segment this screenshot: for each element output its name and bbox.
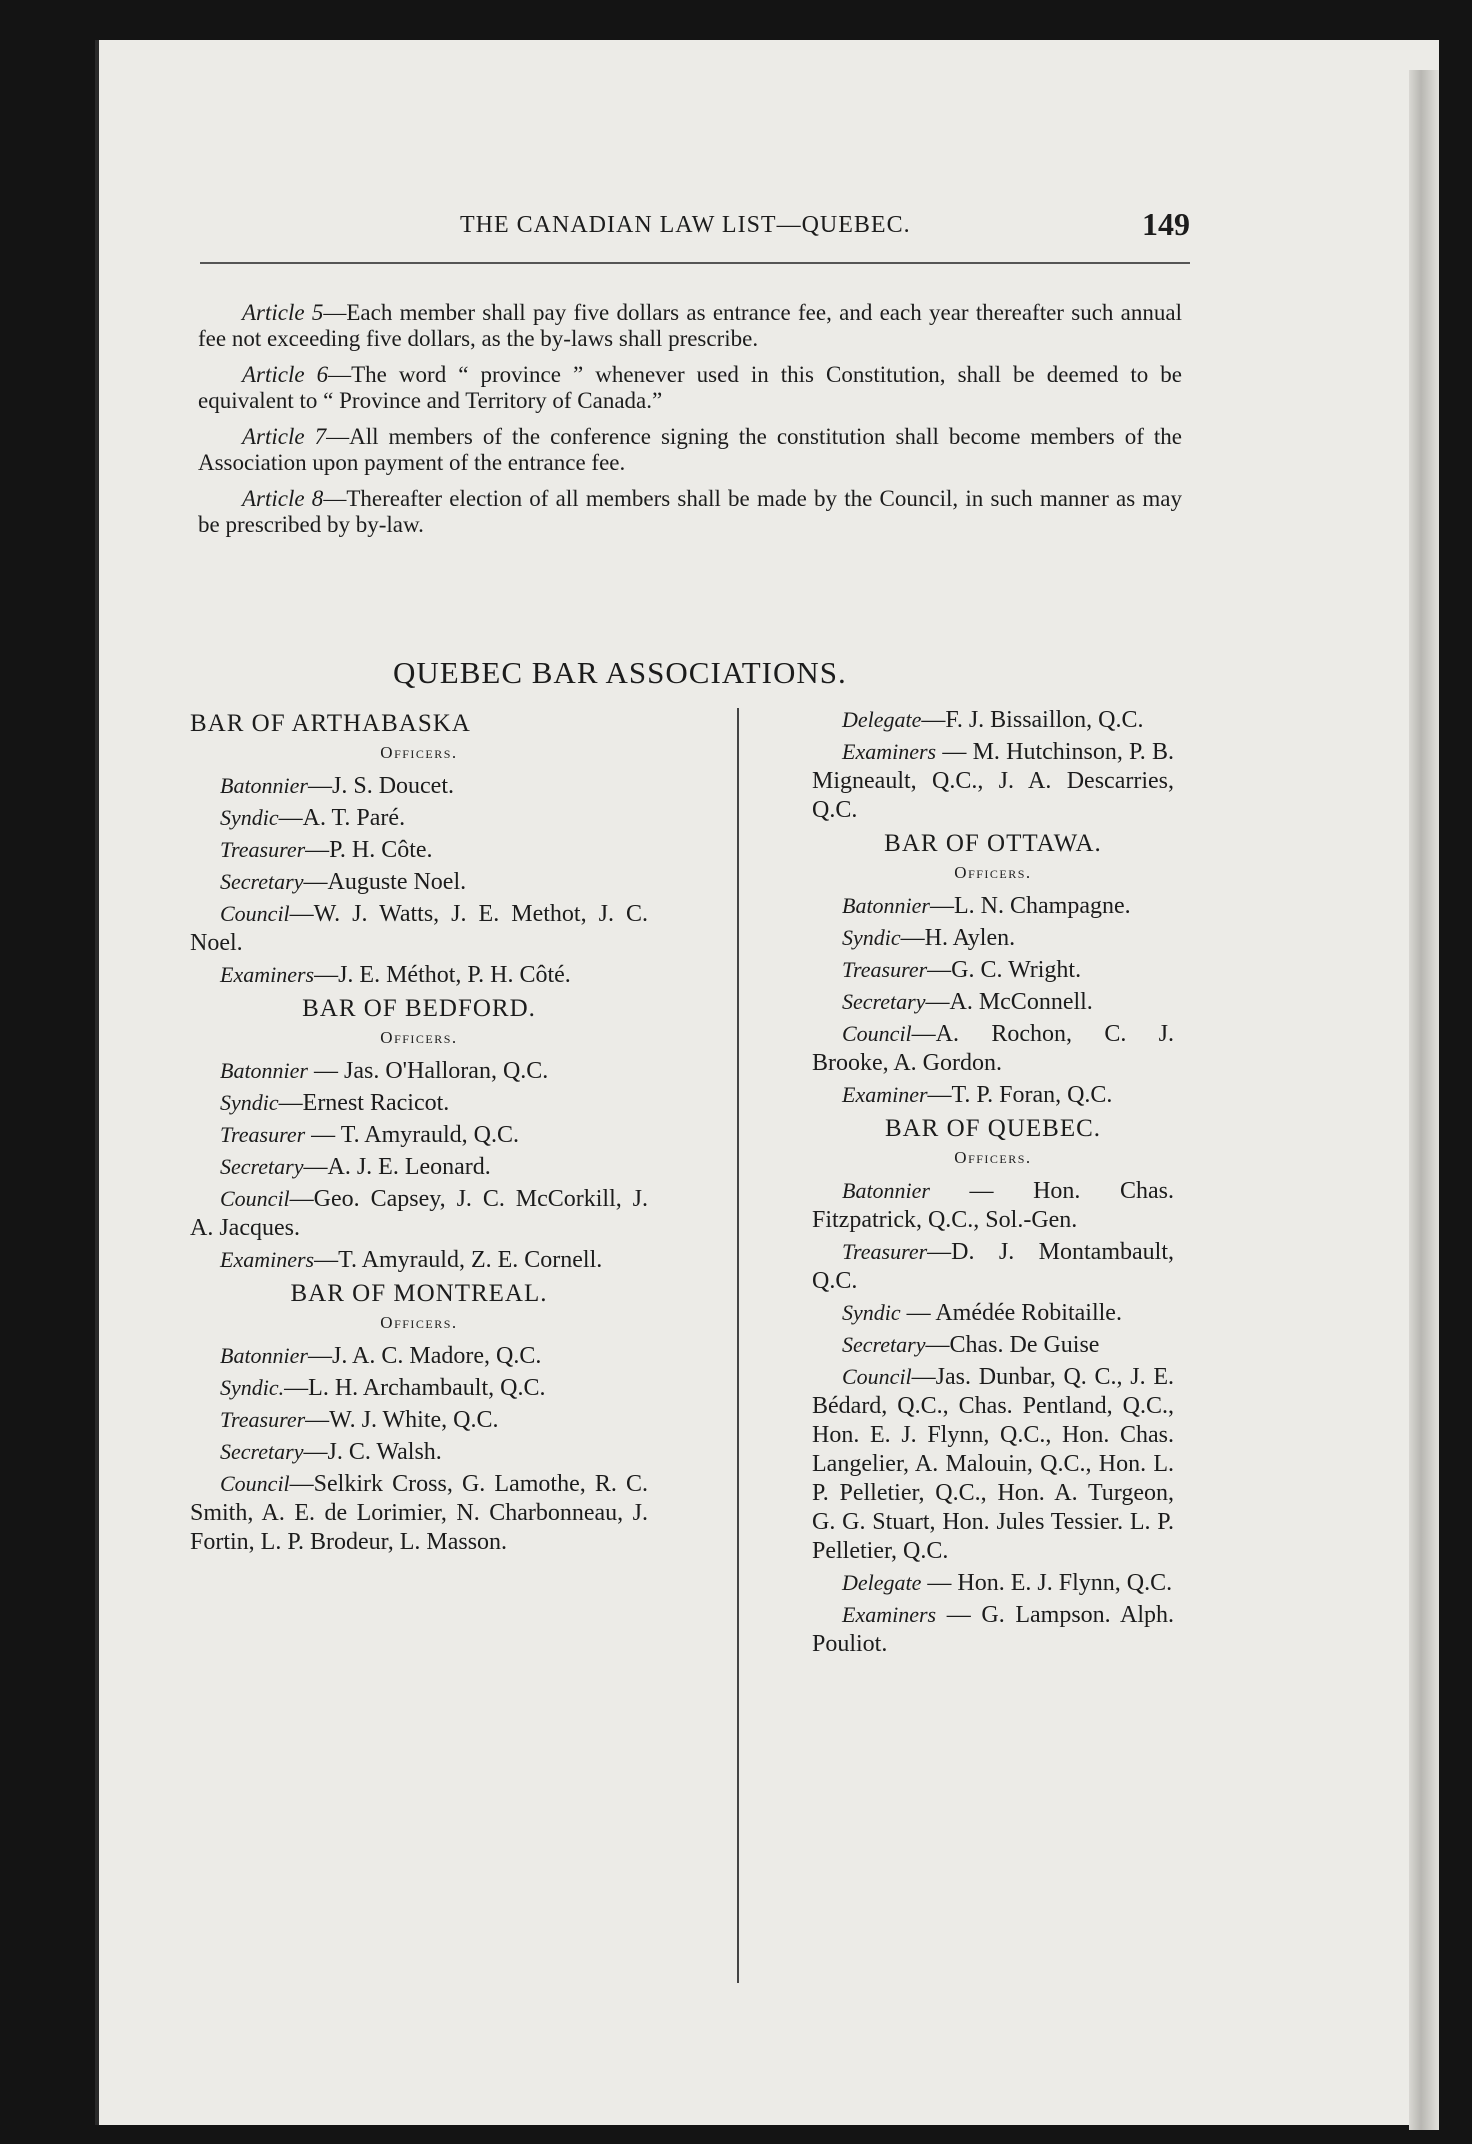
column-divider <box>737 708 739 1983</box>
bar-name: BAR OF ARTHABASKA <box>190 710 471 737</box>
section-title: QUEBEC BAR ASSOCIATIONS. <box>393 655 847 690</box>
officer-role: Syndic <box>220 1090 279 1115</box>
officers-heading: Officers. <box>380 1028 458 1047</box>
officer-names: —A. Rochon, C. J. Brooke, A. Gordon. <box>812 1021 1174 1076</box>
article-paragraph <box>198 300 1182 352</box>
officer-names: —T. P. Foran, Q.C. <box>927 1082 1113 1108</box>
header-rule <box>200 262 1190 264</box>
officer-role: Council <box>220 1186 290 1211</box>
officer-role: Treasurer <box>220 1407 306 1432</box>
officer-role: Examiner <box>842 1082 928 1107</box>
officer-role: Examiners <box>220 962 315 987</box>
officer-role: Delegate <box>842 1570 922 1595</box>
officer-entry <box>812 737 1174 825</box>
officer-names: —Geo. Capsey, J. C. McCorkill, J. A. Jacques. <box>190 1186 648 1241</box>
article-label: Article 7 <box>242 424 327 449</box>
officer-entry <box>190 867 648 897</box>
officer-entry <box>812 1080 1174 1110</box>
officer-names: —F. J. Bissaillon, Q.C. <box>921 707 1144 733</box>
officer-names: —L. N. Champagne. <box>930 893 1131 919</box>
officer-role: Treasurer <box>220 1122 306 1147</box>
officer-entry <box>190 1152 648 1182</box>
officer-entry <box>190 1120 648 1150</box>
officer-role: Examiners <box>220 1247 315 1272</box>
officer-role: Council <box>842 1364 912 1389</box>
officer-names: —T. Amyrauld, Z. E. Cornell. <box>314 1247 603 1273</box>
officer-role: Treasurer <box>842 1239 928 1264</box>
officer-entry <box>812 1600 1174 1659</box>
officer-role: Examiners <box>842 739 937 764</box>
bar-montreal <box>190 1279 648 1557</box>
officer-entry <box>812 891 1174 921</box>
officer-role: Delegate <box>842 707 922 732</box>
officer-role: Batonnier <box>842 893 930 918</box>
officer-names: — G. Lampson. Alph. Pouliot. <box>812 1602 1174 1657</box>
article-label: Article 8 <box>242 486 324 511</box>
officer-role: Syndic <box>220 805 279 830</box>
article-text: —The word “ province ” whenever used in this Constitution, shall be deemed to be equivalent to “ Province and Territory of Canada.” <box>198 362 1182 413</box>
officer-role: Syndic. <box>220 1375 285 1400</box>
officer-names: —J. S. Doucet. <box>308 773 454 799</box>
officer-role: Batonnier <box>220 773 308 798</box>
bar-ottawa <box>812 829 1174 1110</box>
bar-name: BAR OF QUEBEC. <box>884 1115 1102 1142</box>
officers-heading: Officers. <box>954 1148 1032 1167</box>
officer-role: Syndic <box>842 925 901 950</box>
officer-role: Secretary <box>842 989 926 1014</box>
officer-entry <box>812 955 1174 985</box>
officer-entry <box>190 960 648 990</box>
officer-names: —W. J. Watts, J. E. Methot, J. C. Noel. <box>190 901 648 956</box>
bar-arthabaska <box>190 709 648 990</box>
bar-quebec <box>812 1114 1174 1659</box>
officer-names: —L. H. Archambault, Q.C. <box>284 1375 546 1401</box>
officer-names: —P. H. Côte. <box>305 837 433 863</box>
bar-bedford <box>190 994 648 1275</box>
article-paragraph <box>198 424 1182 476</box>
officer-role: Secretary <box>220 1154 304 1179</box>
article-label: Article 5 <box>242 300 324 325</box>
officer-role: Secretary <box>220 869 304 894</box>
officer-entry <box>190 1437 648 1467</box>
officer-names: —A. McConnell. <box>925 989 1093 1015</box>
officer-entry <box>812 923 1174 953</box>
officer-role: Treasurer <box>220 837 306 862</box>
officer-entry <box>812 987 1174 1017</box>
page-number: 149 <box>1142 206 1190 242</box>
page-edge <box>1409 70 1439 2130</box>
officer-names: — Jas. O'Halloran, Q.C. <box>308 1058 549 1084</box>
officer-entry <box>190 899 648 958</box>
officer-role: Batonnier <box>220 1343 308 1368</box>
officer-role: Council <box>220 1471 290 1496</box>
officer-entry <box>190 1184 648 1243</box>
officer-names: —W. J. White, Q.C. <box>305 1407 499 1433</box>
officer-role: Council <box>842 1021 912 1046</box>
officer-role: Examiners <box>842 1602 937 1627</box>
officer-entry <box>190 1469 648 1557</box>
officers-heading: Officers. <box>954 863 1032 882</box>
officer-entry <box>190 1405 648 1435</box>
officer-entry <box>190 1088 648 1118</box>
officer-entry <box>190 835 648 865</box>
officer-names: —G. C. Wright. <box>927 957 1082 983</box>
officer-names: —J. C. Walsh. <box>303 1439 442 1465</box>
officer-entry <box>812 1176 1174 1235</box>
officer-names: — Amédée Robitaille. <box>900 1300 1122 1326</box>
officer-entry <box>812 1298 1174 1328</box>
officer-role: Secretary <box>842 1332 926 1357</box>
officers-heading: Officers. <box>380 1313 458 1332</box>
officers-heading: Officers. <box>380 743 458 762</box>
officer-entry <box>812 1330 1174 1360</box>
right-column <box>812 705 1174 1663</box>
officer-names: —J. A. C. Madore, Q.C. <box>308 1343 542 1369</box>
bar-name: BAR OF OTTAWA. <box>884 830 1102 857</box>
officer-entry <box>190 1056 648 1086</box>
officer-names: —Ernest Racicot. <box>278 1090 450 1116</box>
article-paragraph <box>198 362 1182 414</box>
officer-role: Batonnier <box>220 1058 308 1083</box>
officer-names: —Chas. De Guise <box>925 1332 1100 1358</box>
officer-entry <box>190 1341 648 1371</box>
page-header <box>200 206 1190 250</box>
officer-role: Secretary <box>220 1439 304 1464</box>
officer-names: —Jas. Dunbar, Q. C., J. E. Bédard, Q.C., Chas. Pentland, Q.C., Hon. E. J. Flynn, Q.C., Hon. Chas. Langelier, A. Malouin, Q.C., Hon. L. P. Pelletier, Q.C., Hon. A. Turgeon, G. G. Stuart, Hon. Jules Tessier. L. P. Pelletier, Q.C. <box>812 1364 1174 1564</box>
bar-name: BAR OF BEDFORD. <box>302 995 536 1022</box>
officer-entry <box>190 771 648 801</box>
article-text: —Each member shall pay five dollars as entrance fee, and each year thereafter such annual fee not exceeding five dollars, as the by-laws shall prescribe. <box>198 300 1182 351</box>
officer-entry <box>190 803 648 833</box>
officer-names: —A. T. Paré. <box>278 805 406 831</box>
officer-role: Syndic <box>842 1300 901 1325</box>
officer-entry <box>190 1245 648 1275</box>
bar-montreal-continued <box>812 705 1174 825</box>
officer-role: Batonnier <box>842 1178 930 1203</box>
officer-entry <box>812 1237 1174 1296</box>
article-label: Article 6 <box>242 362 329 387</box>
officer-names: — M. Hutchinson, P. B. Migneault, Q.C., J. A. Descarries, Q.C. <box>812 739 1174 823</box>
article-text: —Thereafter election of all members shall be made by the Council, in such manner as may be prescribed by by-law. <box>198 486 1182 537</box>
officer-names: — Hon. Chas. Fitzpatrick, Q.C., Sol.-Gen. <box>812 1178 1174 1233</box>
officer-names: —J. E. Méthot, P. H. Côté. <box>314 962 571 988</box>
officer-names: — T. Amyrauld, Q.C. <box>305 1122 519 1148</box>
left-column <box>190 705 648 1561</box>
officer-role: Council <box>220 901 290 926</box>
article-text: —All members of the conference signing the constitution shall become members of the Association upon payment of the entrance fee. <box>198 424 1183 475</box>
officer-names: —Auguste Noel. <box>303 869 467 895</box>
officer-names: —H. Aylen. <box>900 925 1016 951</box>
officer-role: Treasurer <box>842 957 928 982</box>
officer-entry <box>812 1568 1174 1598</box>
bar-name: BAR OF MONTREAL. <box>290 1280 548 1307</box>
officer-names: —Selkirk Cross, G. Lamothe, R. C. Smith, A. E. de Lorimier, N. Charbonneau, J. Fortin, L. P. Brodeur, L. Masson. <box>190 1471 648 1555</box>
running-title: THE CANADIAN LAW LIST—QUEBEC. <box>460 212 911 238</box>
officer-names: —A. J. E. Leonard. <box>303 1154 491 1180</box>
officer-entry <box>812 1019 1174 1078</box>
officer-names: — Hon. E. J. Flynn, Q.C. <box>921 1570 1173 1596</box>
officer-entry <box>812 1362 1174 1566</box>
article-paragraph <box>198 486 1182 538</box>
constitution-articles <box>198 300 1182 548</box>
officer-entry <box>812 705 1174 735</box>
officer-entry <box>190 1373 648 1403</box>
officer-names: —D. J. Montambault, Q.C. <box>812 1239 1174 1294</box>
